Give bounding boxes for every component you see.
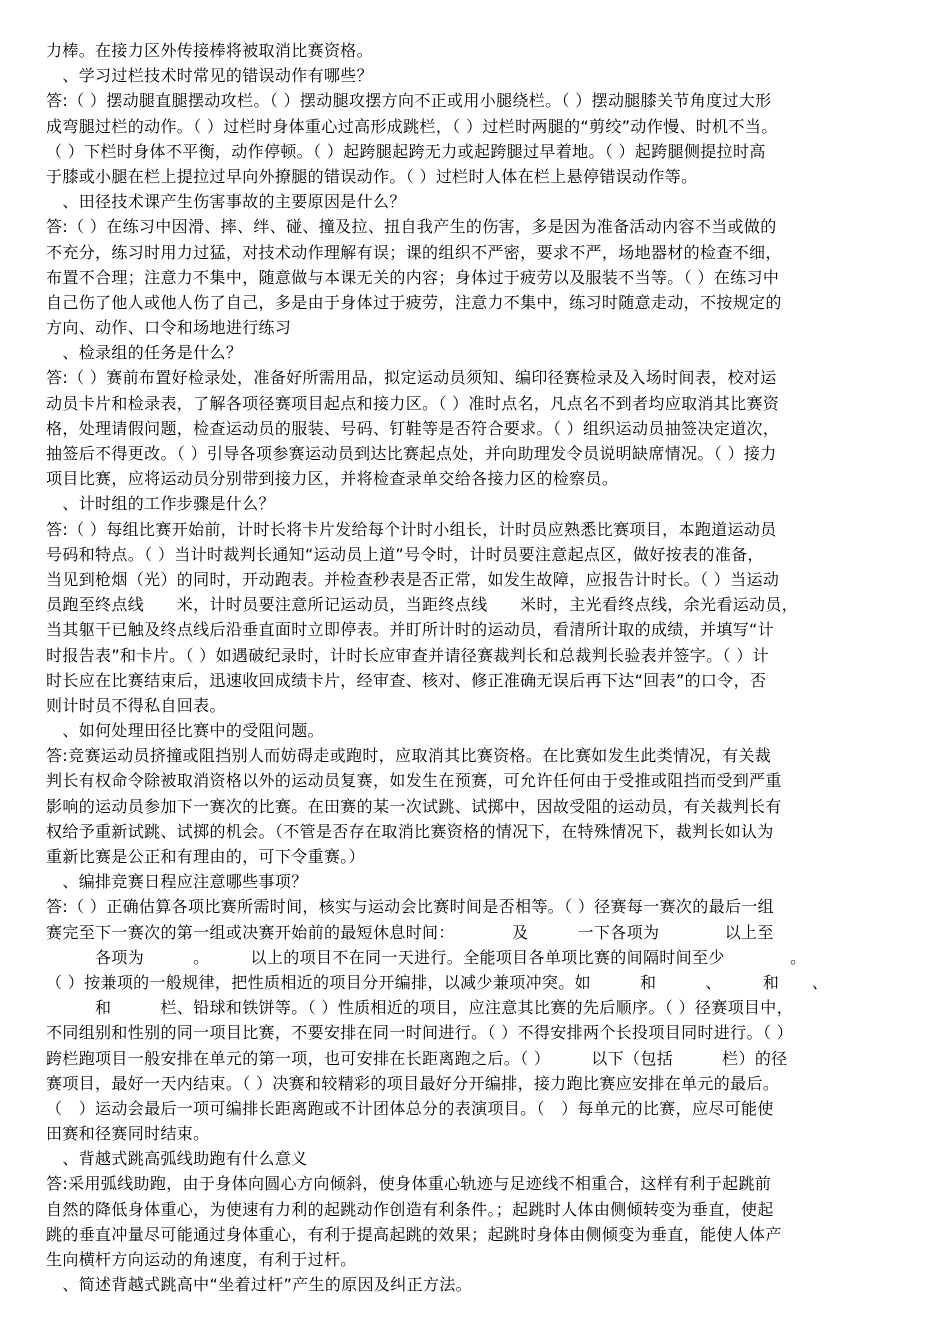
paragraph-line: 答:（ ）每组比赛开始前，计时长将卡片发给每个计时小组长，计时员应熟悉比赛项目，本跑道运动员 [46, 519, 777, 539]
document-page [46, 38, 906, 1297]
paragraph-line: 重新比赛是公正和有理由的，可下令重赛。） [46, 847, 366, 866]
question-heading: 、学习过栏技术时常见的错误动作有哪些？ [46, 66, 374, 86]
question-heading: 、背越式跳高弧线助跑有什么意义 [46, 1149, 308, 1169]
paragraph-line: 方向、动作、口令和场地进行练习 [46, 318, 292, 338]
paragraph-line: 于膝或小腿在栏上提拉过早向外撩腿的错误动作。（ ）过栏时人体在栏上悬停错误动作等。 [46, 166, 698, 186]
paragraph-line: 跳的垂直冲量尽可能通过身体重心，有利于提高起跳的效果；起跳时身体由侧倾变为垂直，能使人体产 [46, 1224, 782, 1244]
paragraph-line: 答:（ ）赛前布置好检录处，准备好所需用品，拟定运动员须知、编印径赛检录及入场时间表，校对运 [46, 368, 777, 388]
paragraph-line: （ ）下栏时身体不平衡，动作停顿。（ ）起跨腿起跨无力或起跨腿过早着地。（ ）起跨腿侧提拉时高 [46, 141, 766, 161]
paragraph-line: 当见到枪烟（光）的同时，开动跑表。并检查秒表是否正常，如发生故障，应报告计时长。（ ）当运动 [46, 569, 780, 589]
paragraph-line: 则计时员不得私自回表。 [46, 695, 226, 715]
paragraph-line: 不同组别和性别的同一项目比赛，不要安排在同一时间进行。（ ）不得安排两个长投项目同时进行。（ ） [46, 1023, 793, 1043]
paragraph-line: 答:采用弧线助跑，由于身体向圆心方向倾斜，使身体重心轨迹与足迹线不相重合，这样有利于起跳前 [46, 1174, 772, 1194]
question-heading: 、编排竞赛日程应注意哪些事项？ [46, 872, 308, 892]
paragraph-line: 跨栏跑项目一般安排在单元的第一项，也可安排在长距离跑之后。（ ） 以下（包括 栏）的径 [46, 1048, 788, 1068]
paragraph-line: 影响的运动员参加下一赛次的比赛。在田赛的某一次试跳、试掷中，因故受阻的运动员，有关裁判长有 [46, 796, 782, 816]
paragraph-line: 员跑至终点线 米，计时员要注意所记运动员，当距终点线 米时，主光看终点线，余光看运动员， [46, 595, 799, 615]
paragraph-line: 答:竞赛运动员挤撞或阻挡别人而妨碍走或跑时，应取消其比赛资格。在比赛如发生此类情况，有关裁 [46, 746, 772, 766]
question-heading: 、如何处理田径比赛中的受阻问题。 [46, 721, 324, 741]
paragraph-line: 答:（ ）在练习中因滑、摔、绊、碰、撞及拉、扭自我产生的伤害，多是因为准备活动内容不当或做的 [46, 217, 777, 237]
paragraph-line: 答:（ ）正确估算各项比赛所需时间，核实与运动会比赛时间是否相等。（ ）径赛每一赛次的最后一组 [46, 897, 775, 917]
paragraph-line: 不充分，练习时用力过猛，对技术动作理解有误；课的组织不严密，要求不严，场地器材的检查不细， [46, 242, 782, 262]
paragraph-line: 赛项目，最好一天内结束。（ ）决赛和较精彩的项目最好分开编排，接力跑比赛应安排在单元的最后。 [46, 1073, 780, 1093]
paragraph-line: 当其躯干已触及终点线后沿垂直面时立即停表。并盯所计时的运动员，看清所计取的成绩，并填写“计 [46, 620, 775, 640]
question-heading: 、田径技术课产生伤害事故的主要原因是什么？ [46, 192, 406, 212]
paragraph-line: 时长应在比赛结束后，迅速收回成绩卡片，经审查、核对、修正准确无误后再下达“回表”的口令，否 [46, 670, 767, 690]
paragraph-line: 权给予重新试跳、试掷的机会。（不管是否存在取消比赛资格的情况下，在特殊情况下，裁判长如认为 [46, 821, 774, 841]
paragraph-line: （ ）运动会最后一项可编排长距离跑或不计团体总分的表演项目。（ ）每单元的比赛，应尽可能使 [46, 1098, 774, 1118]
paragraph-line: （ ）按兼项的一般规律，把性质相近的项目分开编排，以减少兼项冲突。如 和 、 和 、 [46, 972, 829, 992]
question-heading: 、检录组的任务是什么？ [46, 343, 243, 363]
paragraph-line: 答:（ ）摆动腿直腿摆动攻栏。（ ）摆动腿攻摆方向不正或用小腿绕栏。（ ）摆动腿膝关节角度过大形 [46, 91, 772, 111]
paragraph-line: 力棒。在接力区外传接棒将被取消比赛资格。 [46, 41, 374, 60]
question-heading: 、计时组的工作步骤是什么？ [46, 494, 275, 514]
paragraph-line: 号码和特点。（ ）当计时裁判长通知“运动员上道”号令时，计时员要注意起点区，做好按表的准备， [46, 544, 764, 564]
paragraph-line: 田赛和径赛同时结束。 [46, 1124, 210, 1144]
paragraph-line: 生向横杆方向运动的角速度，有利于过杆。 [46, 1250, 357, 1269]
paragraph-line: 判长有权命令除被取消资格以外的运动员复赛，如发生在预赛，可允许任何由于受推或阻挡而受到严重 [46, 771, 782, 791]
paragraph-line: 布置不合理；注意力不集中，随意做与本课无关的内容；身体过于疲劳以及服装不当等。（ ）在练习中 [46, 267, 780, 287]
paragraph-line: 抽签后不得更改。（ ）引导各项参赛运动员到达比赛起点处，并向助理发令员说明缺席情况。（ ）接力 [46, 444, 777, 463]
paragraph-line: 赛完至下一赛次的第一组或决赛开始前的最短休息时间： 及 一下各项为 以上至 [46, 922, 774, 942]
paragraph-line: 和 栏、铅球和铁饼等。（ ）性质相近的项目，应注意其比赛的先后顺序。（ ）径赛项目中， [46, 998, 793, 1018]
question-heading: 、简述背越式跳高中“坐着过杆”产生的原因及纠正方法。 [46, 1275, 473, 1295]
paragraph-line: 各项为 。 以上的项目不在同一天进行。全能项目各单项比赛的间隔时间至少 。 [46, 947, 807, 967]
paragraph-line: 时报告表”和卡片。（ ）如遇破纪录时，计时长应审查并请径赛裁判长和总裁判长验表并签字。（ ）计 [46, 645, 769, 665]
paragraph-line: 项目比赛，应将运动员分别带到接力区，并将检查录单交给各接力区的检察员。 [46, 469, 619, 489]
paragraph-line: 动员卡片和检录表，了解各项径赛项目起点和接力区。（ ）准时点名，凡点名不到者均应取消其比赛资 [46, 393, 780, 413]
paragraph-line: 成弯腿过栏的动作。（ ）过栏时身体重心过高形成跳栏，（ ）过栏时两腿的“剪绞”动作慢、时机不当。 [46, 116, 778, 136]
paragraph-line: 自然的降低身体重心，为使速有力利的起跳动作创造有利条件。；起跳时人体由侧倾转变为垂直，使起 [46, 1199, 774, 1219]
paragraph-line: 自己伤了他人或他人伤了自己，多是由于身体过于疲劳，注意力不集中，练习时随意走动，不按规定的 [46, 292, 782, 312]
paragraph-line: 格，处理请假问题，检查运动员的服装、号码、钉鞋等是否符合要求。（ ）组织运动员抽签决定道次， [46, 418, 780, 438]
